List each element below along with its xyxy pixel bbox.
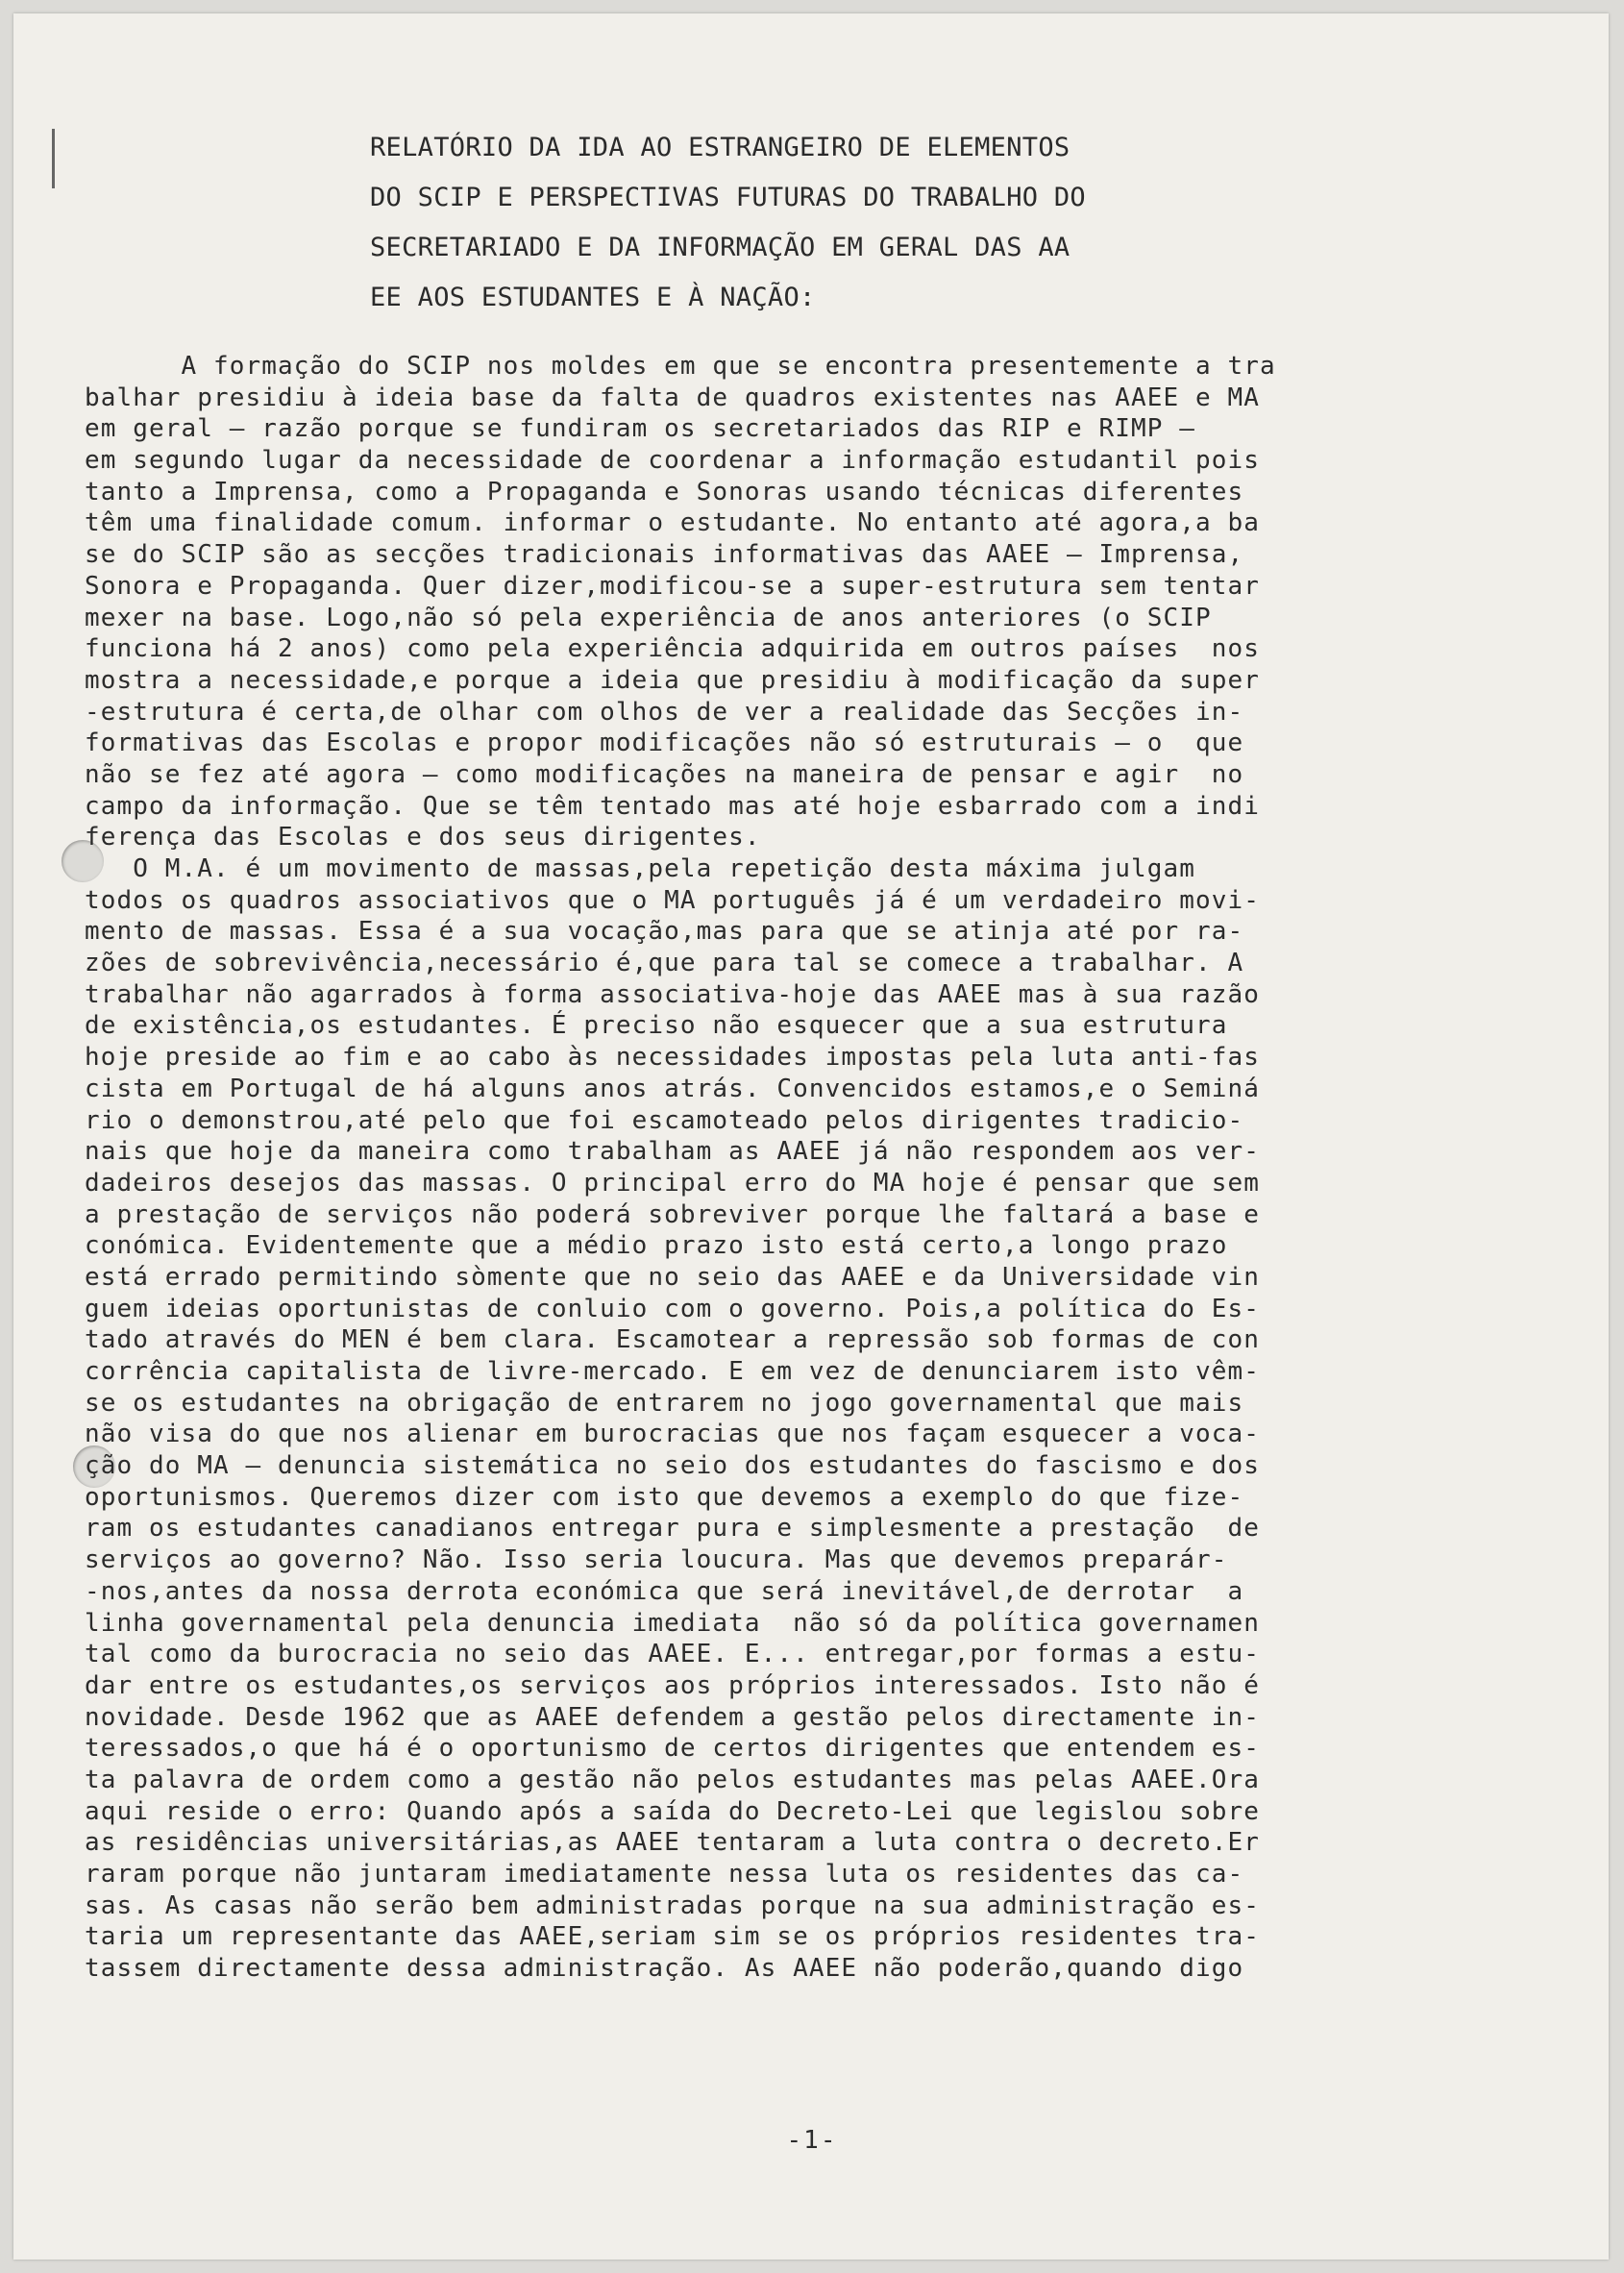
text-line: aqui reside o erro: Quando após a saída do Decreto-Lei que legislou sobre <box>85 1796 1260 1826</box>
text-line: novidade. Desde 1962 que as AAEE defendem a gestão pelos directamente in- <box>85 1702 1260 1732</box>
text-line: balhar presidiu à ideia base da falta de quadros existentes nas AAEE e MA <box>85 383 1260 412</box>
text-line: Sonora e Propaganda. Quer dizer,modificou-se a super-estrutura sem tentar <box>85 571 1260 601</box>
text-line: mento de massas. Essa é a sua vocação,mas para que se atinja até por ra- <box>85 917 1244 947</box>
text-line: de existência,os estudantes. É preciso não esquecer que a sua estrutura <box>85 1011 1228 1041</box>
title-line: SECRETARIADO E DA INFORMAÇÃO EM GERAL DAS AA <box>370 233 1070 262</box>
text-line: oportunismos. Queremos dizer com isto que devemos a exemplo do que fize- <box>85 1482 1244 1512</box>
text-line: ta palavra de ordem como a gestão não pelos estudantes mas pelas AAEE.Ora <box>85 1765 1260 1794</box>
text-line: -estrutura é certa,de olhar com olhos de ver a realidade das Secções in- <box>85 697 1244 727</box>
text-line: não se fez até agora — como modificações na maneira de pensar e agir no <box>85 759 1244 789</box>
margin-mark <box>52 129 55 188</box>
text-line: não visa do que nos alienar em burocracias que nos façam esquecer a voca- <box>85 1420 1260 1449</box>
text-line: mexer na base. Logo,não só pela experiência de anos anteriores (o SCIP <box>85 603 1212 632</box>
text-line: em segundo lugar da necessidade de coordenar a informação estudantil pois <box>85 446 1260 476</box>
title-line: EE AOS ESTUDANTES E À NAÇÃO: <box>370 283 816 312</box>
text-line: taria um representante das AAEE,seriam sim se os próprios residentes tra- <box>85 1922 1260 1952</box>
text-line: cista em Portugal de há alguns anos atrás. Convencidos estamos,e o Seminá <box>85 1074 1260 1103</box>
text-line: ferença das Escolas e dos seus dirigentes. <box>85 823 761 852</box>
body-text <box>85 351 1497 1985</box>
text-line: funciona há 2 anos) como pela experiência adquirida em outros países nos <box>85 634 1260 664</box>
text-line: mostra a necessidade,e porque a ideia que presidiu à modificação da super <box>85 665 1260 695</box>
text-line: serviços ao governo? Não. Isso seria loucura. Mas que devemos preparár- <box>85 1545 1228 1575</box>
text-line: nais que hoje da maneira como trabalham as AAEE já não respondem aos ver- <box>85 1137 1260 1167</box>
text-line: formativas das Escolas e propor modificações não só estruturais — o que <box>85 729 1244 758</box>
text-line: trabalhar não agarrados à forma associativa-hoje das AAEE mas à sua razão <box>85 979 1260 1009</box>
text-line: raram porque não juntaram imediatamente nessa luta os residentes das ca- <box>85 1860 1244 1889</box>
text-line: sas. As casas não serão bem administradas porque na sua administração es- <box>85 1890 1260 1920</box>
text-line: têm uma finalidade comum. informar o estudante. No entanto até agora,a ba <box>85 508 1260 538</box>
text-line: a prestação de serviços não poderá sobreviver porque lhe faltará a base e <box>85 1199 1260 1229</box>
text-line: se do SCIP são as secções tradicionais informativas das AAEE — Imprensa, <box>85 540 1244 570</box>
title-line: RELATÓRIO DA IDA AO ESTRANGEIRO DE ELEMENTOS <box>370 133 1070 162</box>
text-line: tal como da burocracia no seio das AAEE. E... entregar,por formas a estu- <box>85 1640 1260 1669</box>
text-line: linha governamental pela denuncia imediata não só da política governamen <box>85 1608 1260 1638</box>
text-line: teressados,o que há é o oportunismo de certos dirigentes que entendem es- <box>85 1734 1260 1764</box>
text-line: campo da informação. Que se têm tentado mas até hoje esbarrado com a indi <box>85 791 1260 821</box>
text-line: ram os estudantes canadianos entregar pura e simplesmente a prestação de <box>85 1514 1260 1544</box>
text-line: as residências universitárias,as AAEE tentaram a luta contra o decreto.Er <box>85 1828 1260 1858</box>
text-line: tado através do MEN é bem clara. Escamotear a repressão sob formas de con <box>85 1325 1260 1355</box>
text-line: conómica. Evidentemente que a médio prazo isto está certo,a longo prazo <box>85 1231 1228 1261</box>
text-line: O M.A. é um movimento de massas,pela repetição desta máxima julgam <box>85 854 1195 883</box>
text-line: -nos,antes da nossa derrota económica que será inevitável,de derrotar a <box>85 1576 1244 1606</box>
text-line: zões de sobrevivência,necessário é,que para tal se comece a trabalhar. A <box>85 949 1244 978</box>
text-line: dar entre os estudantes,os serviços aos próprios interessados. Isto não é <box>85 1670 1260 1700</box>
text-line: hoje preside ao fim e ao cabo às necessidades impostas pela luta anti-fas <box>85 1043 1260 1073</box>
text-line: tassem directamente dessa administração. As AAEE não poderão,quando digo <box>85 1954 1244 1984</box>
page-number: -1- <box>786 2126 838 2155</box>
text-line: rio o demonstrou,até pelo que foi escamoteado pelos dirigentes tradicio- <box>85 1105 1244 1135</box>
report-title <box>370 123 1254 323</box>
text-line: tanto a Imprensa, como a Propaganda e Sonoras usando técnicas diferentes <box>85 477 1244 506</box>
title-line: DO SCIP E PERSPECTIVAS FUTURAS DO TRABALHO DO <box>370 183 1086 212</box>
text-line: se os estudantes na obrigação de entrarem no jogo governamental que mais <box>85 1388 1244 1418</box>
text-line: ção do MA — denuncia sistemática no seio dos estudantes do fascismo e dos <box>85 1451 1260 1481</box>
text-line: todos os quadros associativos que o MA português já é um verdadeiro movi- <box>85 885 1260 915</box>
text-line: corrência capitalista de livre-mercado. E em vez de denunciarem isto vêm- <box>85 1357 1260 1386</box>
text-line: em geral — razão porque se fundiram os secretariados das RIP e RIMP — <box>85 414 1195 444</box>
text-line: está errado permitindo sòmente que no seio das AAEE e da Universidade vin <box>85 1262 1260 1292</box>
text-line: guem ideias oportunistas de conluio com o governo. Pois,a política do Es- <box>85 1294 1260 1323</box>
text-line: A formação do SCIP nos moldes em que se encontra presentemente a tra <box>85 352 1276 381</box>
text-line: dadeiros desejos das massas. O principal erro do MA hoje é pensar que sem <box>85 1168 1260 1198</box>
